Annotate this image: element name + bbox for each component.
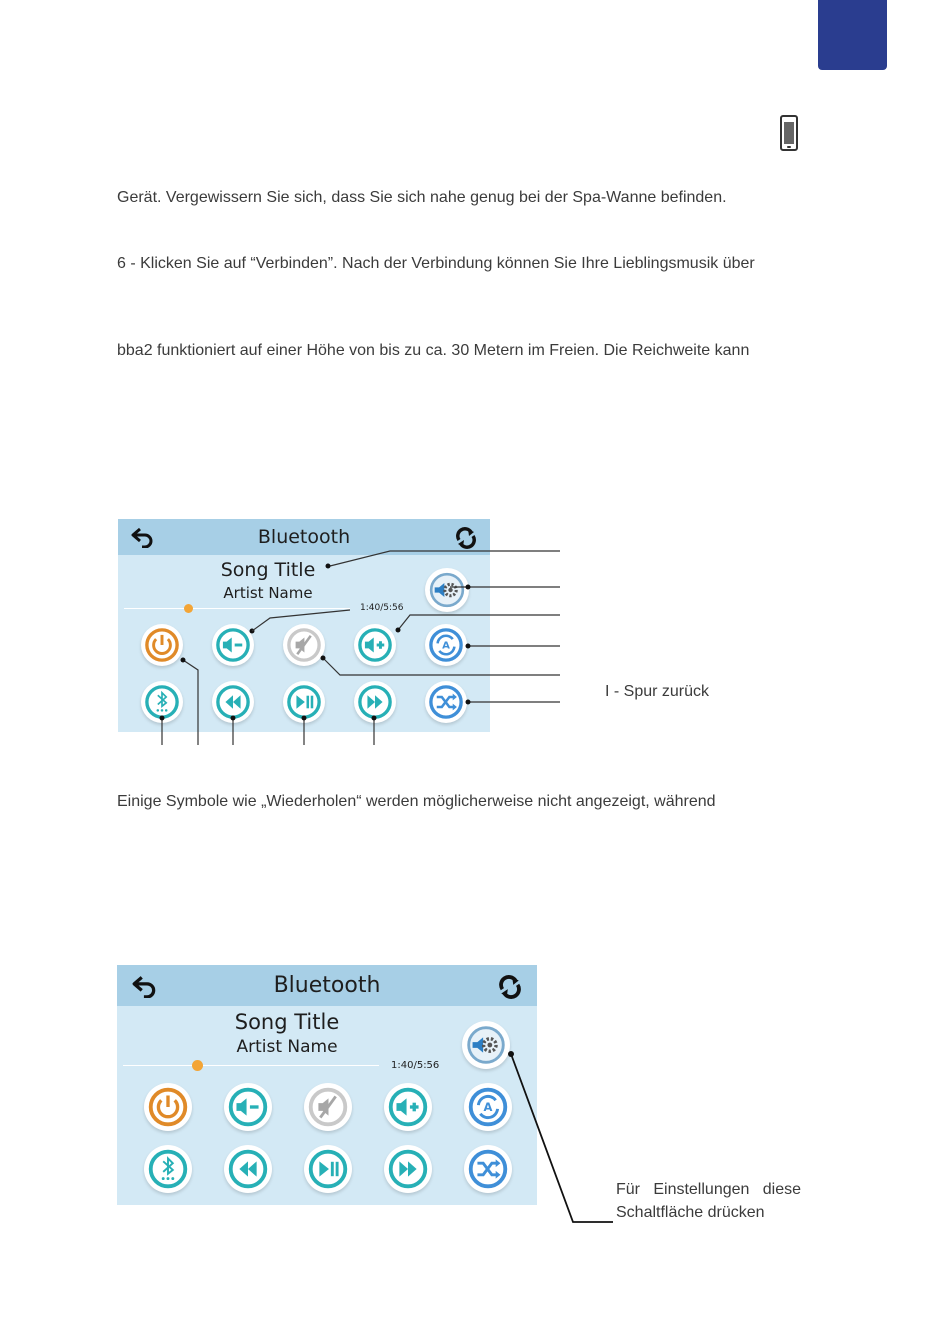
shuffle-button[interactable] xyxy=(425,681,467,723)
repeat-button[interactable] xyxy=(464,1083,512,1131)
bluetooth-pair-button[interactable] xyxy=(144,1145,192,1193)
rewind-button[interactable] xyxy=(212,681,254,723)
progress-track xyxy=(123,1065,379,1066)
progress-track xyxy=(124,608,350,609)
refresh-icon[interactable] xyxy=(454,526,478,550)
play-pause-button[interactable] xyxy=(304,1145,352,1193)
refresh-icon[interactable] xyxy=(497,974,523,1000)
song-title: Song Title xyxy=(234,1010,340,1034)
settings-button[interactable] xyxy=(462,1021,510,1069)
time-display: 1:40/5:56 xyxy=(360,603,404,613)
artist-name: Artist Name xyxy=(223,584,313,602)
volume-up-button[interactable] xyxy=(384,1083,432,1131)
screen-title: Bluetooth xyxy=(273,973,381,998)
settings-button[interactable] xyxy=(425,568,469,612)
progress-knob[interactable] xyxy=(184,604,193,613)
mute-button[interactable] xyxy=(283,624,325,666)
bluetooth-screen-diagram-1 xyxy=(118,519,490,732)
settings-callout-line-1: Für Einstellungen diese xyxy=(616,1181,801,1198)
paragraph-2: 6 - Klicken Sie auf “Verbinden”. Nach der Verbindung können Sie Ihre Lieblingsmusik über xyxy=(117,255,755,272)
smartphone-icon xyxy=(780,115,798,151)
volume-down-button[interactable] xyxy=(212,624,254,666)
progress-knob[interactable] xyxy=(192,1060,203,1071)
volume-up-button[interactable] xyxy=(354,624,396,666)
bluetooth-pair-button[interactable] xyxy=(141,681,183,723)
artist-name: Artist Name xyxy=(236,1037,338,1057)
paragraph-1: Gerät. Vergewissern Sie sich, dass Sie sich nahe genug bei der Spa-Wanne befinden. xyxy=(117,189,727,206)
play-pause-button[interactable] xyxy=(283,681,325,723)
power-button[interactable] xyxy=(141,624,183,666)
shuffle-button[interactable] xyxy=(464,1145,512,1193)
rewind-button[interactable] xyxy=(224,1145,272,1193)
bluetooth-screen-diagram-2 xyxy=(117,965,537,1205)
time-display: 1:40/5:56 xyxy=(391,1060,440,1071)
song-title: Song Title xyxy=(220,559,316,581)
fast-forward-button[interactable] xyxy=(354,681,396,723)
svg-text:A: A xyxy=(442,640,450,652)
volume-down-button[interactable] xyxy=(224,1083,272,1131)
screen-title: Bluetooth xyxy=(257,526,351,548)
callout-track-back: I - Spur zurück xyxy=(605,683,710,700)
fast-forward-button[interactable] xyxy=(384,1145,432,1193)
repeat-button[interactable] xyxy=(425,624,467,666)
paragraph-4: Einige Symbole wie „Wiederholen“ werden möglicherweise nicht angezeigt, während xyxy=(117,793,716,810)
paragraph-3: bba2 funktioniert auf einer Höhe von bis zu ca. 30 Metern im Freien. Die Reichweite kann xyxy=(117,342,750,359)
power-button[interactable] xyxy=(144,1083,192,1131)
chapter-tab xyxy=(818,0,887,70)
svg-text:A: A xyxy=(483,1099,493,1114)
mute-button[interactable] xyxy=(304,1083,352,1131)
settings-callout-line-2: Schaltfläche drücken xyxy=(616,1204,765,1221)
